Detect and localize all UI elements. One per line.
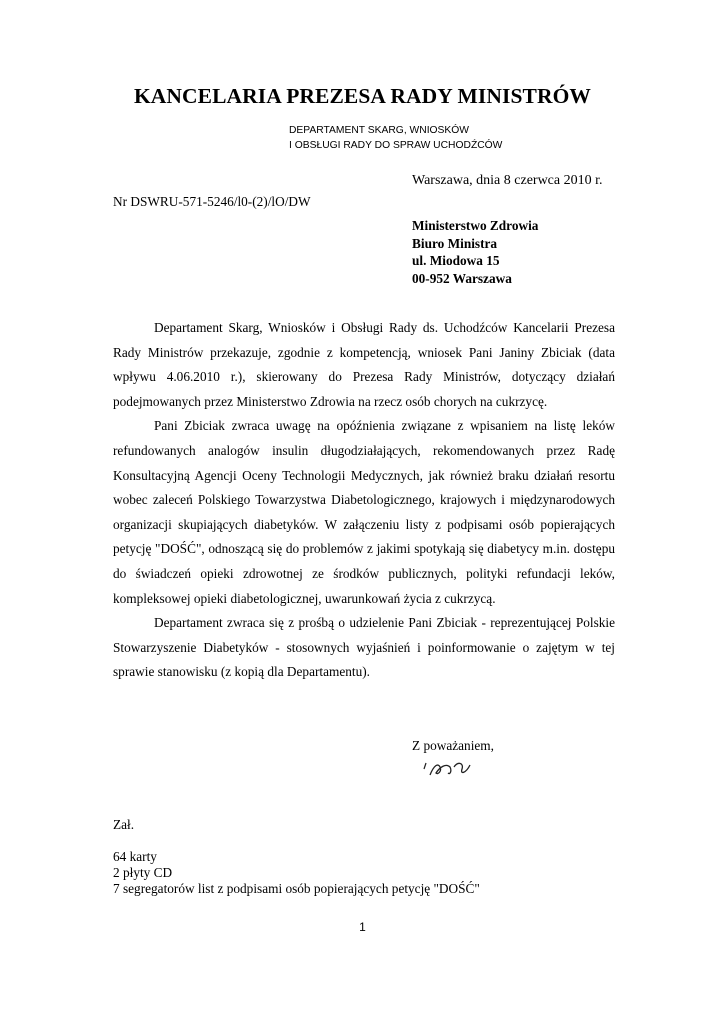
- attachment-item: 7 segregatorów list z podpisami osób popierających petycję "DOŚĆ": [113, 881, 480, 896]
- letter-body: [113, 316, 615, 685]
- place-date: Warszawa, dnia 8 czerwca 2010 r.: [412, 173, 603, 188]
- letterhead-title: KANCELARIA PREZESA RADY MINISTRÓW: [133, 84, 592, 108]
- closing-salutation: Z poważaniem,: [412, 738, 494, 753]
- body-paragraph-3: Departament zwraca się z prośbą o udzielenie Pani Zbiciak - reprezentującej Polskie Stowarzyszenie Diabetyków - stosownych wyjaśnień i poinformowanie o zajętym w tej sprawie stanowisku (z kopią dla Departamentu).: [113, 615, 615, 680]
- attachment-item: 64 karty: [113, 849, 157, 864]
- signature: [420, 757, 480, 786]
- department-name: [289, 123, 502, 153]
- department-line-2: I OBSŁUGI RADY DO SPRAW UCHODŹCÓW: [289, 140, 503, 151]
- recipient-line-1: Ministerstwo Zdrowia: [412, 218, 539, 233]
- recipient-line-3: ul. Miodowa 15: [412, 253, 500, 268]
- department-line-1: DEPARTAMENT SKARG, WNIOSKÓW: [289, 125, 470, 136]
- attachments-heading: Zał.: [113, 817, 135, 832]
- reference-number: Nr DSWRU-571-5246/l0-(2)/lO/DW: [113, 194, 311, 209]
- recipient-address: [412, 217, 538, 287]
- attachment-item: 2 płyty CD: [113, 865, 173, 880]
- recipient-line-2: Biuro Ministra: [412, 235, 498, 251]
- attachments-list: [113, 849, 480, 897]
- body-paragraph-2: Pani Zbiciak zwraca uwagę na opóźnienia związane z wpisaniem na listę leków refundowanych analogów insulin długodziałających, rekomendowanych przez Radę Konsultacyjną Agencji Oceny Technologii Medycznych, jak również braku działań resortu wobec zaleceń Polskiego Towarzystwa Diabetologicznego, krajowych i międzynarodowych organizacji skupiających diabetyków. W załączeniu listy z podpisami osób popierających petycję "DOŚĆ", odnoszącą się do problemów z jakimi spotykają się diabetycy m.in. dostępu do świadczeń opieki zdrowotnej ze środków publicznych, polityki refundacji leków, kompleksowej opieki diabetologicznej, uwarunkowań życia z cukrzycą.: [113, 418, 615, 606]
- page-number: 1: [359, 920, 366, 934]
- body-paragraph-1: Departament Skarg, Wniosków i Obsługi Rady ds. Uchodźców Kancelarii Prezesa Rady Ministrów przekazuje, zgodnie z kompetencją, wniosek Pani Janiny Zbiciak (data wpływu 4.06.2010 r.), skierowany do Prezesa Rady Ministrów, dotyczący działań podejmowanych przez Ministerstwo Zdrowia na rzecz osób chorych na cukrzycę.: [113, 320, 615, 409]
- recipient-line-4: 00-952 Warszawa: [412, 270, 512, 286]
